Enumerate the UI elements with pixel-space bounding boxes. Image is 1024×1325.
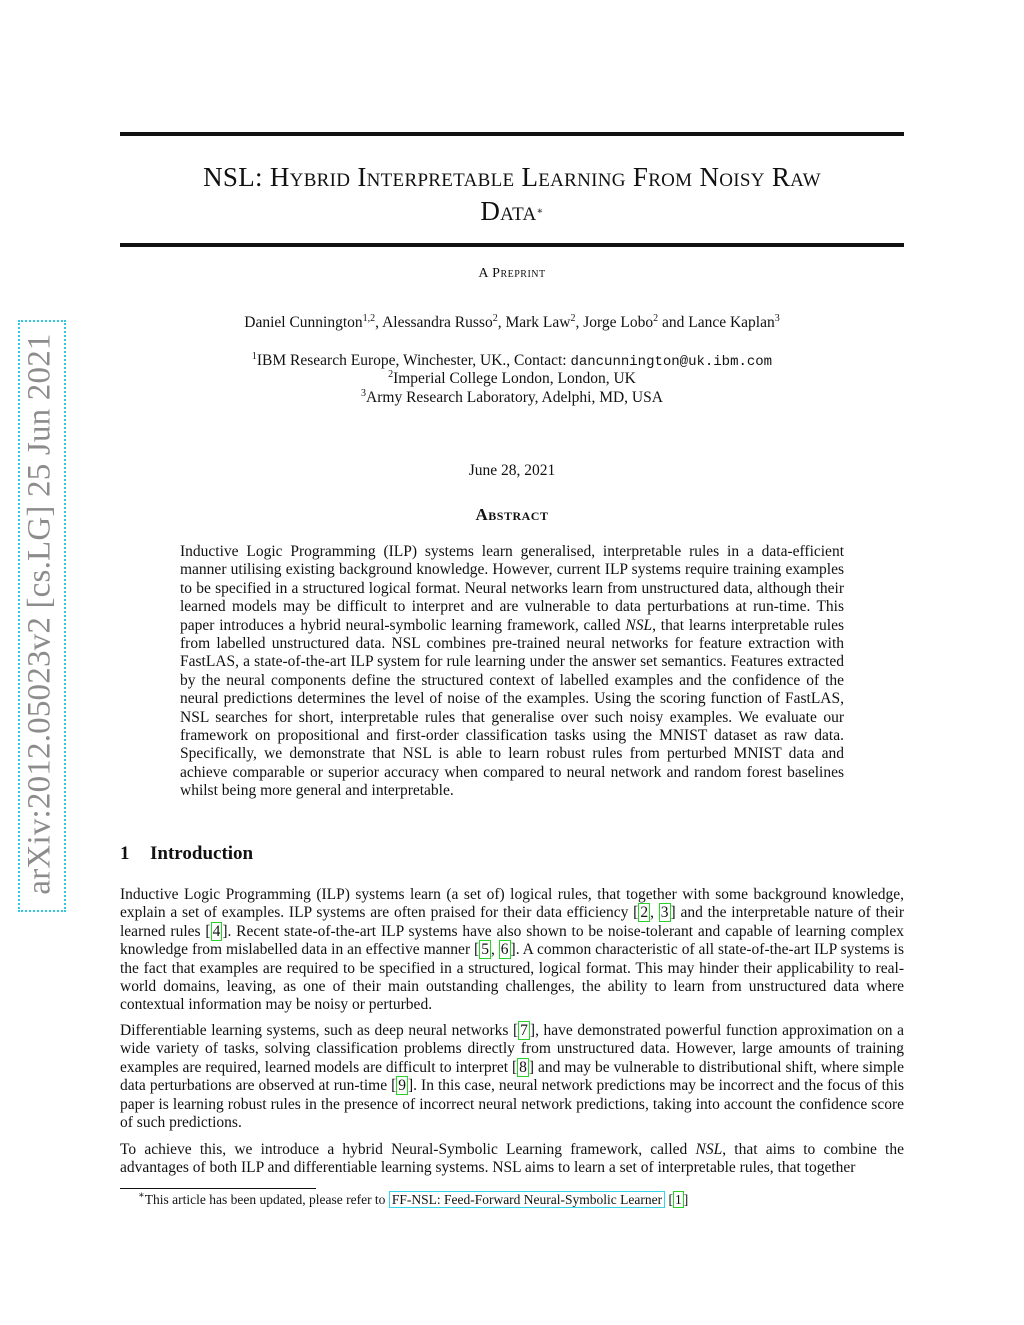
author-1: Daniel Cunnington$^{1,2}$,	[244, 313, 383, 331]
title-footnote-mark[interactable]: ∗	[536, 206, 544, 217]
ff-nsl-link[interactable]: FF-NSL: Feed-Forward Neural-Symbolic Learner	[389, 1191, 665, 1208]
intro-paragraph-1: Inductive Logic Programming (ILP) systems learn (a set of) logical rules, that together with some background knowledge, explain a set of examples. ILP systems are often praised for their data efficiency [ 2 , 3 ] and the interpretable nature of their learned rules [ 4 ]. Recent state-of-the-art ILP systems have also shown to be noise-tolerant and capable of learning complex knowledge from mislabelled data in an effective manner [ 5 , 6 ]. A common characteristic of all state-of-the-art ILP systems is the fact that examples are required to be specified in a structured, logical format. This may hinder their applicability to real-world domains, leaving, as one of their main outstanding challenges, the ability to learn from unstructured data where contextual information may be noisy or perturbed.	[120, 886, 904, 1014]
section-title: Introduction	[150, 843, 254, 864]
arxiv-identifier[interactable]: arXiv:2012.05023v2 [cs.LG] 25 Jun 2021	[21, 333, 58, 895]
citation-link[interactable]: 7	[520, 1022, 528, 1039]
section-heading-introduction	[120, 843, 253, 865]
title-segment: Hybrid	[269, 162, 358, 192]
citation-link[interactable]: 4	[212, 922, 221, 940]
intro-paragraph-2: Differentiable learning systems, such as deep neural networks [ 7 ], have demonstrated powerful function approximation on a wide variety of tasks, solving classification problems directly from unstructured data. However, large amounts of training examples are required, learned models are difficult to interpret [ 8 ] and may be vulnerable to distributional shift, where simple data perturbations are observed at run-time [ 9 ]. In this case, neural network predictions may be incorrect and the focus of this paper is learning robust rules in the presence of incorrect neural network predictions, taking into account the confidence score of such predictions.	[120, 1022, 904, 1132]
author-2: Alessandra Russo$^2$,	[382, 313, 506, 331]
citation-link[interactable]: 5	[481, 941, 489, 959]
citation-link[interactable]: 8	[519, 1058, 527, 1076]
author-5: Lance Kaplan$^3$	[688, 313, 780, 331]
title-segment: Raw	[771, 162, 821, 192]
affiliation-2: $^2$Imperial College London, London, UK	[388, 369, 636, 387]
title-bottom-rule	[120, 243, 904, 247]
intro-paragraph-3: To achieve this, we introduce a hybrid Neural-Symbolic Learning framework, called NSL, that aims to combine the advantages of both ILP and differentiable learning systems. NSL aims to learn a set of interpretable rules, that together	[120, 1141, 904, 1177]
title-line-2	[120, 194, 904, 228]
paper-title	[120, 160, 904, 228]
abstract-heading: Abstract	[475, 505, 549, 524]
section-number: 1	[120, 843, 130, 864]
footnote-rule	[120, 1188, 316, 1189]
title-segment: Noisy	[699, 162, 772, 192]
affiliation-1: $^1$IBM Research Europe, Winchester, UK., Contact: dancunnington@uk.ibm.com	[251, 351, 773, 370]
citation-link[interactable]: 2	[640, 904, 649, 922]
author-list	[120, 314, 904, 332]
title-segment: Interpretable	[357, 162, 522, 192]
title-segment: Learning	[521, 162, 633, 192]
author-3: Mark Law$^2$,	[505, 313, 584, 331]
title-segment: From	[632, 162, 700, 192]
citation-link[interactable]: 6	[500, 941, 509, 959]
author-4: Jorge Lobo$^2$ and	[583, 313, 689, 331]
title-word-data: Data	[480, 196, 537, 226]
preprint-label: A Preprint	[478, 266, 546, 281]
title-segment: NSL:	[203, 162, 270, 192]
abstract-body: Inductive Logic Programming (ILP) systems learn generalised, interpretable rules in a data-efficient manner utilising existing background knowledge. However, current ILP systems require training examples to be specified in a structured logical format. Neural networks learn from unstructured data, although their learned models may be difficult to interpret and are vulnerable to data perturbations at run-time. This paper introduces a hybrid neural-symbolic learning framework, called NSL, that learns interpretable rules from labelled unstructured data. NSL combines pre-trained neural networks for feature extraction with FastLAS, a state-of-the-art ILP system for rule learning under the answer set semantics. Features extracted by the neural components define the structured context of labelled examples and the confidence of the neural predictions determines the level of noise of the examples. Using the scoring function of FastLAS, NSL searches for short, interpretable rules that generalise over such noisy examples. We evaluate our framework on propositional and first-order classification tasks using the MNIST dataset as raw data. Specifically, we demonstrate that NSL is able to learn robust rules from perturbed MNIST data and achieve comparable or superior accuracy when compared to neural network and random forest baselines whilst being more general and interpretable.	[180, 543, 844, 800]
title-top-rule	[120, 132, 904, 136]
citation-link[interactable]: 3	[660, 904, 669, 922]
contact-email: dancunnington@uk.ibm.com	[570, 354, 773, 370]
citation-link[interactable]: 1	[675, 1192, 682, 1207]
publication-date: June 28, 2021	[468, 462, 556, 479]
footnote: ∗This article has been updated, please refer to FF-NSL: Feed-Forward Neural-Symbolic Learner [ 1 ]	[138, 1190, 689, 1207]
affiliation-3: $^3$Army Research Laboratory, Adelphi, MD, USA	[361, 388, 663, 406]
title-line-1	[120, 160, 904, 194]
citation-link[interactable]: 9	[398, 1077, 406, 1095]
